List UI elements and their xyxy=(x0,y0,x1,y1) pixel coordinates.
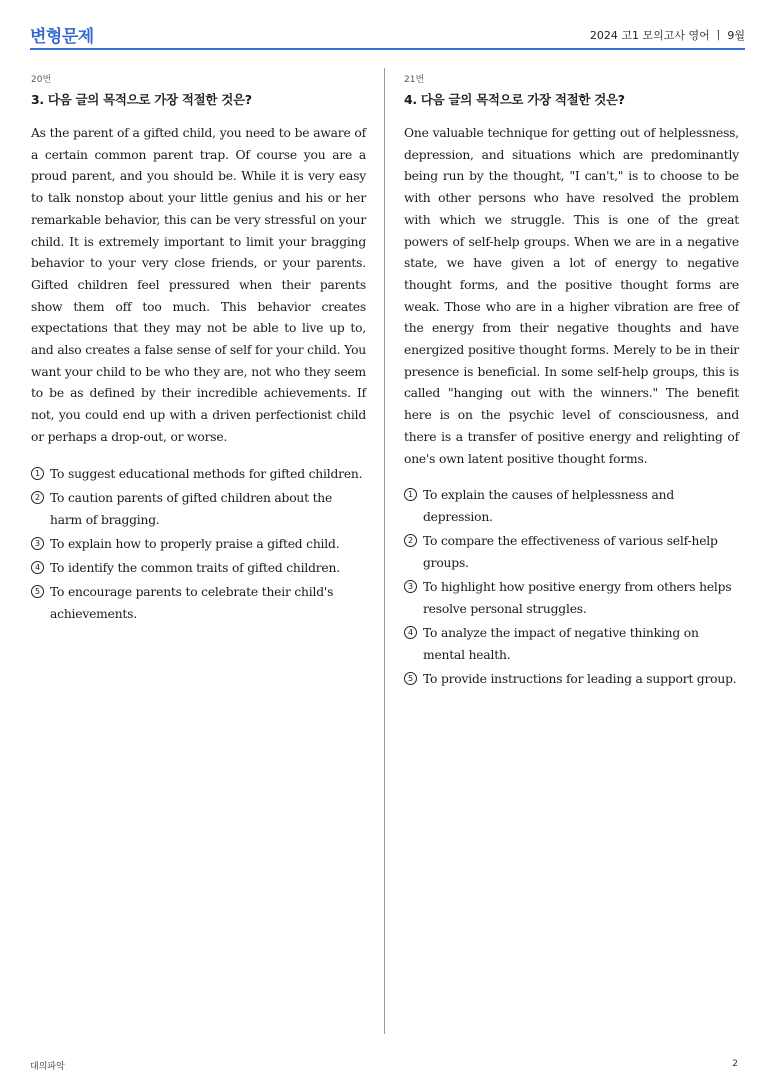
column-divider xyxy=(384,68,385,1034)
choice-text: To compare the effectiveness of various self-help groups. xyxy=(423,534,718,571)
choice-number-4: 4 xyxy=(31,561,44,574)
choice-text: To explain the causes of helplessness and depression. xyxy=(423,488,675,525)
choice-number-5: 5 xyxy=(31,585,44,598)
question-number-label: 20번 xyxy=(31,75,52,85)
choice-number-1: 1 xyxy=(404,488,417,501)
answer-choice-5[interactable] xyxy=(31,581,366,625)
answer-choice-3[interactable] xyxy=(31,533,366,555)
choice-number-1: 1 xyxy=(31,467,44,480)
brand-title: 변형문제 xyxy=(30,27,94,47)
choice-number-2: 2 xyxy=(404,534,417,547)
choice-text: To analyze the impact of negative thinking on mental health. xyxy=(423,626,699,663)
choice-text: To explain how to properly praise a gifted child. xyxy=(50,536,340,551)
answer-choice-3[interactable] xyxy=(404,576,739,620)
question-column-right xyxy=(404,72,739,692)
footer-publisher: 대의파악 xyxy=(30,1062,65,1072)
answer-choice-1[interactable] xyxy=(31,463,366,485)
choice-text: To suggest educational methods for gifted children. xyxy=(50,466,363,481)
question-title: 4. 다음 글의 목적으로 가장 적절한 것은? xyxy=(404,92,625,107)
answer-choices xyxy=(404,484,739,690)
question-title: 3. 다음 글의 목적으로 가장 적절한 것은? xyxy=(31,92,252,107)
exam-info: 2024 고1 모의고사 영어 ㅣ 9월 xyxy=(589,29,745,42)
choice-text: To caution parents of gifted children about the harm of bragging. xyxy=(50,490,333,527)
page-number: 2 xyxy=(732,1059,738,1069)
page-header xyxy=(30,18,745,50)
choice-text: To encourage parents to celebrate their child's achievements. xyxy=(50,584,334,621)
answer-choices xyxy=(31,463,366,625)
answer-choice-2[interactable] xyxy=(404,530,739,574)
choice-text: To highlight how positive energy from others helps resolve personal struggles. xyxy=(423,580,732,617)
question-number-label: 21번 xyxy=(404,75,425,85)
choice-number-5: 5 xyxy=(404,672,417,685)
choice-number-3: 3 xyxy=(404,580,417,593)
choice-text: To identify the common traits of gifted children. xyxy=(50,560,340,575)
choice-number-4: 4 xyxy=(404,626,417,639)
choice-number-3: 3 xyxy=(31,537,44,550)
answer-choice-1[interactable] xyxy=(404,484,739,528)
choice-text: To provide instructions for leading a support group. xyxy=(423,672,737,687)
choice-number-2: 2 xyxy=(31,491,44,504)
question-passage: As the parent of a gifted child, you need to be aware of a certain common parent trap. Of course you are a proud parent, and you should be. While it is very easy to talk nonstop about your little genius and his or her remarkable behavior, this can be very stressful on your child. It is extremely important to limit your bragging behavior to your very close friends, or your parents. Gifted children feel pressured when their parents show them off too much. This behavior creates expectations that they may not be able to live up to, and also creates a false sense of self for your child. You want your child to be who they are, not who they seem to be as defined by their incredible achievements. If not, you could end up with a driven perfectionist child or perhaps a drop-out, or worse. xyxy=(31,126,366,444)
answer-choice-5[interactable] xyxy=(404,668,739,690)
answer-choice-2[interactable] xyxy=(31,487,366,531)
answer-choice-4[interactable] xyxy=(31,557,366,579)
answer-choice-4[interactable] xyxy=(404,622,739,666)
question-passage: One valuable technique for getting out of helplessness, depression, and situations which are predominantly being run by the thought, "I can't," is to choose to be with other persons who have resolved the problem with which we struggle. This is one of the great powers of self-help groups. When we are in a negative state, we have given a lot of energy to negative thought forms, and the positive thought forms are weak. Those who are in a higher vibration are free of the energy from their negative thoughts and have energized positive thought forms. Merely to be in their presence is beneficial. In some self-help groups, this is called "hanging out with the winners." The benefit here is on the psychic level of consciousness, and there is a transfer of positive energy and relighting of one's own latent positive thought forms. xyxy=(404,126,739,466)
question-column-left xyxy=(31,72,366,627)
